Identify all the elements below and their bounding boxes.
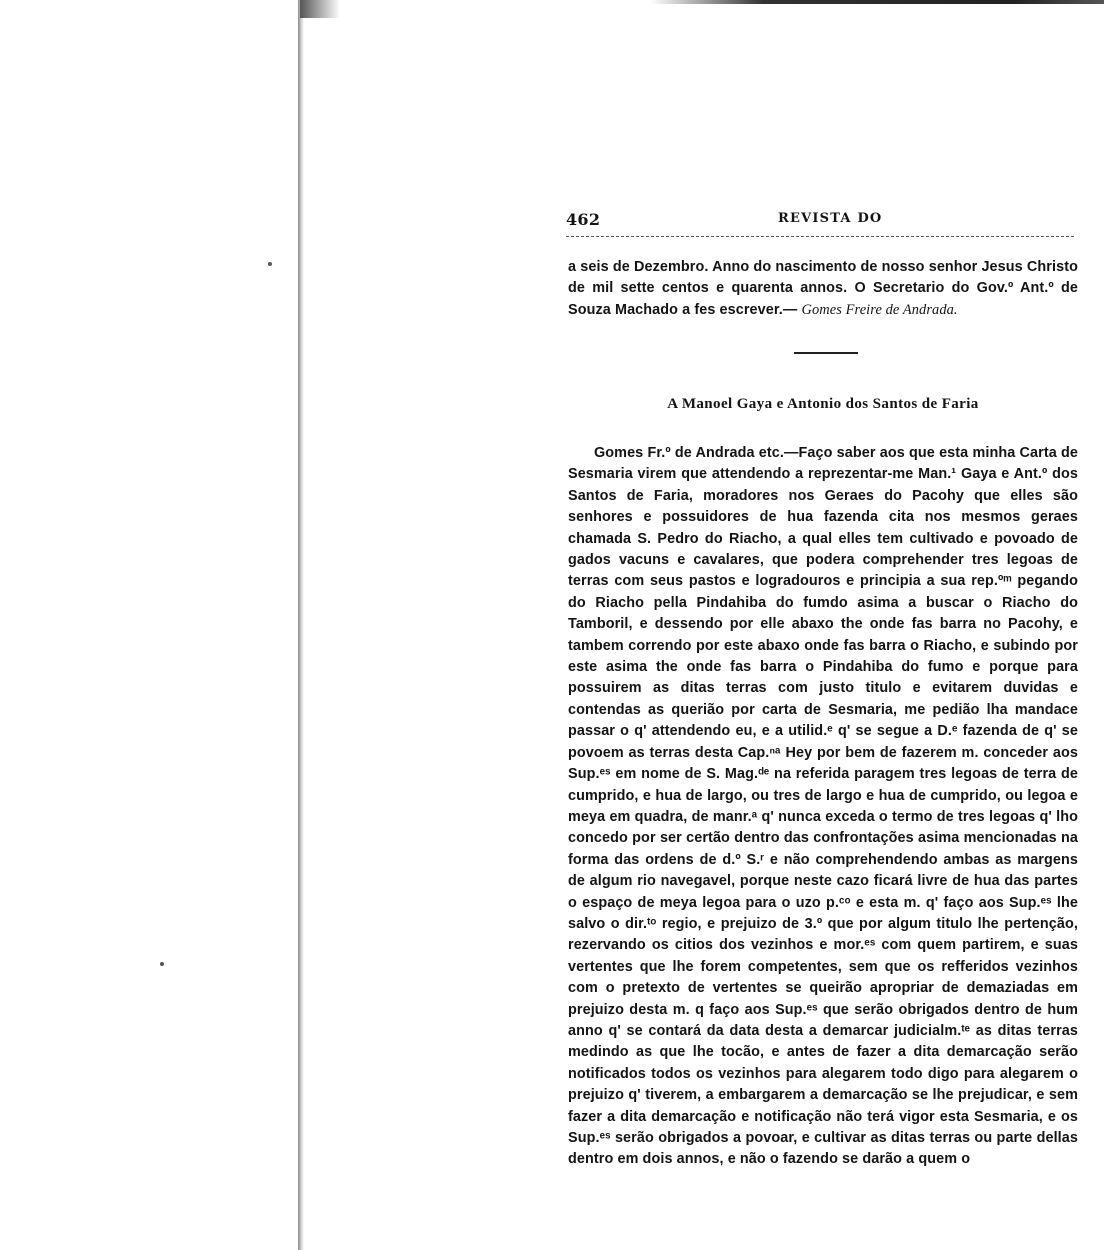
left-page-corner-shadow <box>300 0 340 18</box>
section-body-text: Gomes Fr.º de Andrada etc.—Faço saber aos que esta minha Carta de Sesmaria virem que attendendo a reprezentar-me Man.¹ Gaya e Ant.º dos Santos de Faria, moradores nos Geraes do Pacohy que elles são senhores e possuidores de hua fazenda cita nos mesmos geraes chamada S. Pedro do Riacho, a qual elles tem cultivado e povoado de gados vacuns e cavalares, que podera comprehender tres legoas de terras com seus pastos e logradouros e principia a sua rep.ºᵐ pegando do Riacho pella Pindahiba do fumdo asima a buscar o Riacho do Tamboril, e dessendo por elle abaxo the onde fas barra no Pacohy, e tambem correndo por este abaxo onde fas barra o Riacho, e subindo por este asima the onde fas barra o Pindahiba do fumo e porque para possuirem as ditas terras com justo titulo e evitarem duvidas e contendas as querião por carta de Sesmaria, me pedião lha mandace passar o q' attendendo eu, e a utilid.ᵉ q' se segue a D.ᵉ fazenda de q' se povoem as terras desta Cap.ⁿᵃ Hey por bem de fazerem m. conceder aos Sup.ᵉˢ em nome de S. Mag.ᵈᵉ na referida paragem tres legoas de terra de cumprido, e hua de largo, ou tres de largo e hua de cumprido, ou legoa e meya em quadra, de manr.ᵃ q' nunca exceda o termo de tres legoas q' lho concedo por ser certão dentro das confrontações asima mencionadas na forma das ordens de d.º S.ʳ e não comprehendendo ambas as margens de algum rio navegavel, porque neste cazo ficará livre de hua das partes o espaço de meya legoa para o uzo p.ᶜᵒ e esta m. q' faço aos Sup.ᵉˢ lhe salvo o dir.ᵗᵒ regio, e prejuizo de 3.º que por algum titulo lhe pertenção, rezervando os citios dos vezinhos e mor.ᵉˢ com quem partirem, e suas vertentes que lhe forem competentes, sem que os refferidos vezinhos com o pretexto de vertentes se queirão apropriar de demaziadas em prejuizo desta m. q faço aos Sup.ᵉˢ que serão obrigados dentro de hum anno q' se contará da data desta a demarcar judicialm.ᵗᵉ as ditas terras medindo as que lhe tocão, e antes de fazer a dita demarcação serão notificados todos os vezinhos para alegarem todo digo para alegarem o prejuizo q' tiverem, a embargarem a demarcação se lhe prejudicar, e sem fazer a dita demarcação e notificação não terá vigor esta Sesmaria, e os Sup.ᵉˢ serão obrigados a povoar, e cultivar as ditas terras ou parte dellas dentro em dois annos, e não o fazendo se darão a quem o <box>568 445 1078 1168</box>
scan-top-shadow <box>650 0 1104 4</box>
header-rule <box>566 236 1074 237</box>
dust-speck <box>160 962 164 966</box>
section-title: A Manoel Gaya e Antonio dos Santos de Faria <box>667 396 979 412</box>
intro-paragraph <box>568 257 1078 321</box>
intro-signature: Gomes Freire de Andrada. <box>801 301 958 318</box>
section-body <box>568 443 1078 1171</box>
section-divider <box>794 352 858 354</box>
page-number: 462 <box>566 210 601 229</box>
left-page-edge <box>298 0 304 1250</box>
intro-text: a seis de Dezembro. Anno do nascimento de nosso senhor Jesus Christo de mil sette centos e quarenta annos. O Secretario do Gov.º Ant.º de Souza Machado a fes escrever.— <box>568 259 1078 318</box>
dust-speck <box>268 262 272 266</box>
running-head: REVISTA DO <box>778 211 883 226</box>
